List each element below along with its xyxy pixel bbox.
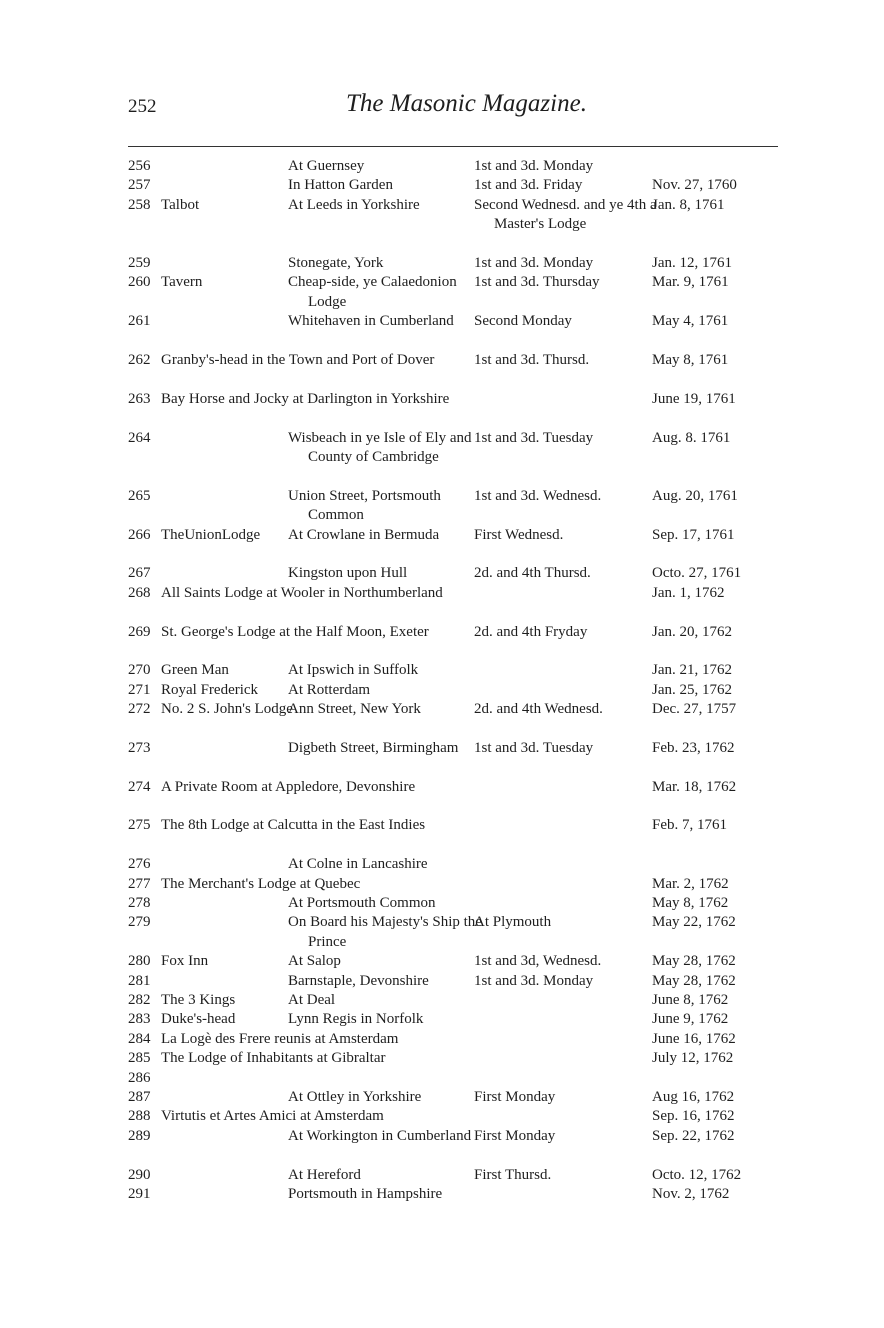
lodge-number: 289 — [128, 1127, 151, 1144]
lodge-date: May 4, 1761 — [652, 313, 729, 330]
lodge-number: 263 — [128, 390, 151, 407]
lodge-meeting-days: 1st and 3d. Monday — [474, 158, 594, 174]
lodge-row — [128, 390, 788, 429]
lodge-meeting-days: 1st and 3d. Thursday — [474, 274, 600, 291]
lodge-date: Dec. 27, 1757 — [652, 701, 737, 718]
lodge-place: At Crowlane in Bermuda — [288, 526, 440, 543]
lodge-number: 261 — [128, 313, 151, 330]
lodge-meeting-days: 2d. and 4th Wednesd. — [474, 701, 603, 718]
lodge-place: On Board his Majesty's Ship the Prince — [288, 914, 482, 950]
lodge-date: May 8, 1761 — [652, 351, 729, 368]
lodge-number: 270 — [128, 662, 151, 679]
lodge-row — [128, 623, 788, 662]
lodge-name: The Merchant's Lodge at Quebec — [161, 875, 361, 892]
lodge-row — [128, 894, 788, 913]
lodge-date: Mar. 9, 1761 — [652, 274, 729, 291]
lodge-date: Jan. 1, 1762 — [652, 584, 725, 601]
lodge-number: 282 — [128, 992, 151, 1009]
lodge-row — [128, 584, 788, 623]
lodge-date: May 28, 1762 — [652, 972, 736, 989]
lodge-meeting-days: 1st and 3d. Tuesday — [474, 429, 594, 446]
lodge-name: St. George's Lodge at the Half Moon, Exeter — [161, 623, 429, 640]
lodge-row — [128, 1088, 788, 1107]
lodge-meeting-days: First Wednesd. — [474, 526, 564, 543]
lodge-row — [128, 739, 788, 778]
lodge-list — [128, 157, 788, 1224]
lodge-number: 265 — [128, 487, 151, 504]
lodge-date: Octo. 27, 1761 — [652, 565, 742, 582]
lodge-row — [128, 913, 788, 952]
lodge-date: May 28, 1762 — [652, 953, 736, 970]
lodge-number: 262 — [128, 351, 151, 368]
lodge-place: Digbeth Street, Birmingham — [288, 739, 459, 756]
lodge-name: Virtutis et Artes Amici at Amsterdam — [161, 1108, 384, 1125]
lodge-name: The Lodge of Inhabitants at Gibraltar — [161, 1050, 386, 1067]
lodge-meeting-days: Second Monday — [474, 313, 572, 330]
lodge-row — [128, 487, 788, 526]
lodge-place: At Ottley in Yorkshire — [288, 1088, 422, 1105]
lodge-date: Feb. 23, 1762 — [652, 739, 735, 756]
page-number: 252 — [128, 96, 157, 117]
lodge-number: 273 — [128, 739, 151, 756]
lodge-name: The 8th Lodge at Calcutta in the East Indies — [161, 817, 426, 834]
lodge-place: Stonegate, York — [288, 254, 384, 271]
lodge-place: At Colne in Lancashire — [288, 856, 428, 873]
lodge-date: Octo. 12, 1762 — [652, 1166, 742, 1183]
lodge-date: Nov. 27, 1760 — [652, 177, 737, 194]
lodge-meeting-days: 1st and 3d. Friday — [474, 177, 583, 194]
lodge-row — [128, 564, 788, 583]
lodge-date: Mar. 2, 1762 — [652, 875, 729, 892]
lodge-place: Ann Street, New York — [288, 701, 421, 718]
lodge-row — [128, 681, 788, 700]
lodge-date: June 8, 1762 — [652, 992, 729, 1009]
lodge-number: 271 — [128, 681, 151, 698]
lodge-place: Kingston upon Hull — [288, 565, 408, 582]
lodge-number: 275 — [128, 817, 151, 834]
lodge-date: June 19, 1761 — [652, 390, 736, 407]
lodge-number: 274 — [128, 778, 151, 795]
lodge-number: 264 — [128, 429, 151, 446]
lodge-name: Granby's-head in the Town and Port of Dover — [161, 351, 435, 368]
lodge-row — [128, 1069, 788, 1088]
lodge-place: At Hereford — [288, 1166, 361, 1183]
lodge-name: TheUnionLodge — [161, 526, 261, 543]
lodge-place: At Salop — [288, 953, 341, 970]
lodge-row — [128, 254, 788, 273]
lodge-row — [128, 1030, 788, 1049]
lodge-date: Feb. 7, 1761 — [652, 817, 727, 834]
lodge-name: Talbot — [161, 196, 200, 213]
lodge-row — [128, 312, 788, 351]
lodge-place: Whitehaven in Cumberland — [288, 313, 454, 330]
lodge-row — [128, 991, 788, 1010]
lodge-date: Jan. 12, 1761 — [652, 254, 732, 271]
lodge-number: 259 — [128, 254, 151, 271]
lodge-row — [128, 661, 788, 680]
lodge-meeting-days: 2d. and 4th Fryday — [474, 623, 588, 640]
lodge-number: 266 — [128, 526, 151, 543]
lodge-name: La Logè des Frere reunis at Amsterdam — [161, 1030, 399, 1047]
lodge-number: 285 — [128, 1050, 151, 1067]
lodge-place: At Ipswich in Suffolk — [288, 662, 419, 679]
lodge-number: 287 — [128, 1088, 151, 1105]
lodge-row — [128, 1127, 788, 1166]
lodge-meeting-days: 1st and 3d, Wednesd. — [474, 953, 602, 970]
lodge-name: A Private Room at Appledore, Devonshire — [161, 778, 416, 795]
lodge-date: Nov. 2, 1762 — [652, 1185, 730, 1202]
lodge-date: Aug. 20, 1761 — [652, 487, 738, 504]
lodge-name: Tavern — [161, 274, 203, 291]
lodge-row — [128, 273, 788, 312]
lodge-row — [128, 1107, 788, 1126]
lodge-place: Lynn Regis in Norfolk — [288, 1011, 424, 1028]
lodge-meeting-days: First Monday — [474, 1127, 556, 1144]
lodge-name: Green Man — [161, 662, 229, 679]
lodge-date: Aug 16, 1762 — [652, 1088, 735, 1105]
lodge-row — [128, 972, 788, 991]
lodge-number: 284 — [128, 1030, 151, 1047]
lodge-meeting-days: Second Wednesd. and ye 4th a Master's Lodge — [474, 196, 657, 233]
lodge-date: June 9, 1762 — [652, 1011, 729, 1028]
lodge-date: May 22, 1762 — [652, 914, 736, 931]
lodge-meeting-days: At Plymouth — [474, 914, 552, 931]
lodge-number: 267 — [128, 565, 151, 582]
lodge-row — [128, 952, 788, 971]
lodge-meeting-days: 1st and 3d. Monday — [474, 972, 594, 989]
lodge-date: Jan. 25, 1762 — [652, 681, 732, 698]
lodge-name: Bay Horse and Jocky at Darlington in Yorkshire — [161, 390, 450, 407]
lodge-date: Sep. 17, 1761 — [652, 526, 735, 543]
lodge-number: 277 — [128, 875, 151, 892]
page-header — [128, 86, 758, 126]
lodge-row — [128, 816, 788, 855]
lodge-meeting-days: 1st and 3d. Wednesd. — [474, 487, 602, 504]
lodge-date: Mar. 18, 1762 — [652, 778, 737, 795]
lodge-number: 258 — [128, 196, 151, 213]
lodge-place: Portsmouth in Hampshire — [288, 1185, 443, 1202]
lodge-row — [128, 1166, 788, 1185]
lodge-row — [128, 778, 788, 817]
lodge-number: 278 — [128, 895, 151, 912]
lodge-place: At Rotterdam — [288, 681, 371, 698]
lodge-place: At Leeds in Yorkshire — [288, 196, 420, 213]
lodge-row — [128, 196, 788, 254]
lodge-row — [128, 176, 788, 195]
lodge-place: Union Street, Portsmouth Common — [288, 487, 441, 524]
lodge-name: No. 2 S. John's Lodge — [161, 701, 293, 718]
lodge-meeting-days: 1st and 3d. Thursd. — [474, 351, 590, 368]
lodge-name: Royal Frederick — [161, 681, 259, 698]
lodge-place: Cheap-side, ye Calaedonion Lodge — [288, 274, 457, 310]
lodge-place: At Workington in Cumberland — [288, 1127, 472, 1144]
lodge-row — [128, 1185, 788, 1224]
lodge-name: Duke's-head — [161, 1011, 236, 1028]
lodge-number: 291 — [128, 1185, 151, 1202]
lodge-date: Aug. 8. 1761 — [652, 429, 731, 446]
lodge-date: June 16, 1762 — [652, 1030, 736, 1047]
lodge-date: Sep. 22, 1762 — [652, 1127, 735, 1144]
lodge-place: Barnstaple, Devonshire — [288, 972, 429, 989]
lodge-meeting-days: First Monday — [474, 1088, 556, 1105]
lodge-row — [128, 429, 788, 487]
lodge-number: 268 — [128, 584, 151, 601]
lodge-number: 281 — [128, 972, 151, 989]
lodge-number: 290 — [128, 1166, 151, 1183]
page-title: The Masonic Magazine. — [346, 90, 587, 117]
lodge-number: 279 — [128, 914, 151, 931]
lodge-number: 288 — [128, 1108, 151, 1125]
lodge-number: 256 — [128, 158, 151, 174]
lodge-meeting-days: 1st and 3d. Tuesday — [474, 739, 594, 756]
lodge-number: 286 — [128, 1069, 151, 1086]
lodge-place: Wisbeach in ye Isle of Ely and County of Cambridge — [288, 429, 472, 465]
header-rule — [128, 146, 778, 147]
lodge-meeting-days: First Thursd. — [474, 1166, 552, 1183]
lodge-number: 269 — [128, 623, 151, 640]
lodge-number: 257 — [128, 177, 151, 194]
lodge-place: At Deal — [288, 992, 336, 1009]
lodge-number: 272 — [128, 701, 151, 718]
lodge-name: The 3 Kings — [161, 992, 236, 1009]
lodge-place: In Hatton Garden — [288, 177, 393, 194]
lodge-row — [128, 526, 788, 565]
lodge-row — [128, 855, 788, 874]
lodge-place: At Guernsey — [288, 158, 365, 174]
lodge-row — [128, 875, 788, 894]
lodge-name: Fox Inn — [161, 953, 209, 970]
lodge-name: All Saints Lodge at Wooler in Northumberland — [161, 584, 443, 601]
lodge-date: Jan. 21, 1762 — [652, 662, 732, 679]
lodge-number: 283 — [128, 1011, 151, 1028]
lodge-date: July 12, 1762 — [652, 1050, 734, 1067]
lodge-number: 260 — [128, 274, 151, 291]
lodge-date: Sep. 16, 1762 — [652, 1108, 735, 1125]
lodge-row — [128, 1049, 788, 1068]
lodge-meeting-days: 2d. and 4th Thursd. — [474, 565, 591, 582]
lodge-number: 276 — [128, 856, 151, 873]
lodge-row — [128, 157, 788, 176]
lodge-date: Jan. 8, 1761 — [652, 196, 725, 213]
lodge-row — [128, 351, 788, 390]
lodge-place: At Portsmouth Common — [288, 895, 436, 912]
lodge-row — [128, 700, 788, 739]
lodge-row — [128, 1010, 788, 1029]
lodge-number: 280 — [128, 953, 151, 970]
lodge-date: May 8, 1762 — [652, 895, 729, 912]
lodge-date: Jan. 20, 1762 — [652, 623, 732, 640]
lodge-meeting-days: 1st and 3d. Monday — [474, 254, 594, 271]
